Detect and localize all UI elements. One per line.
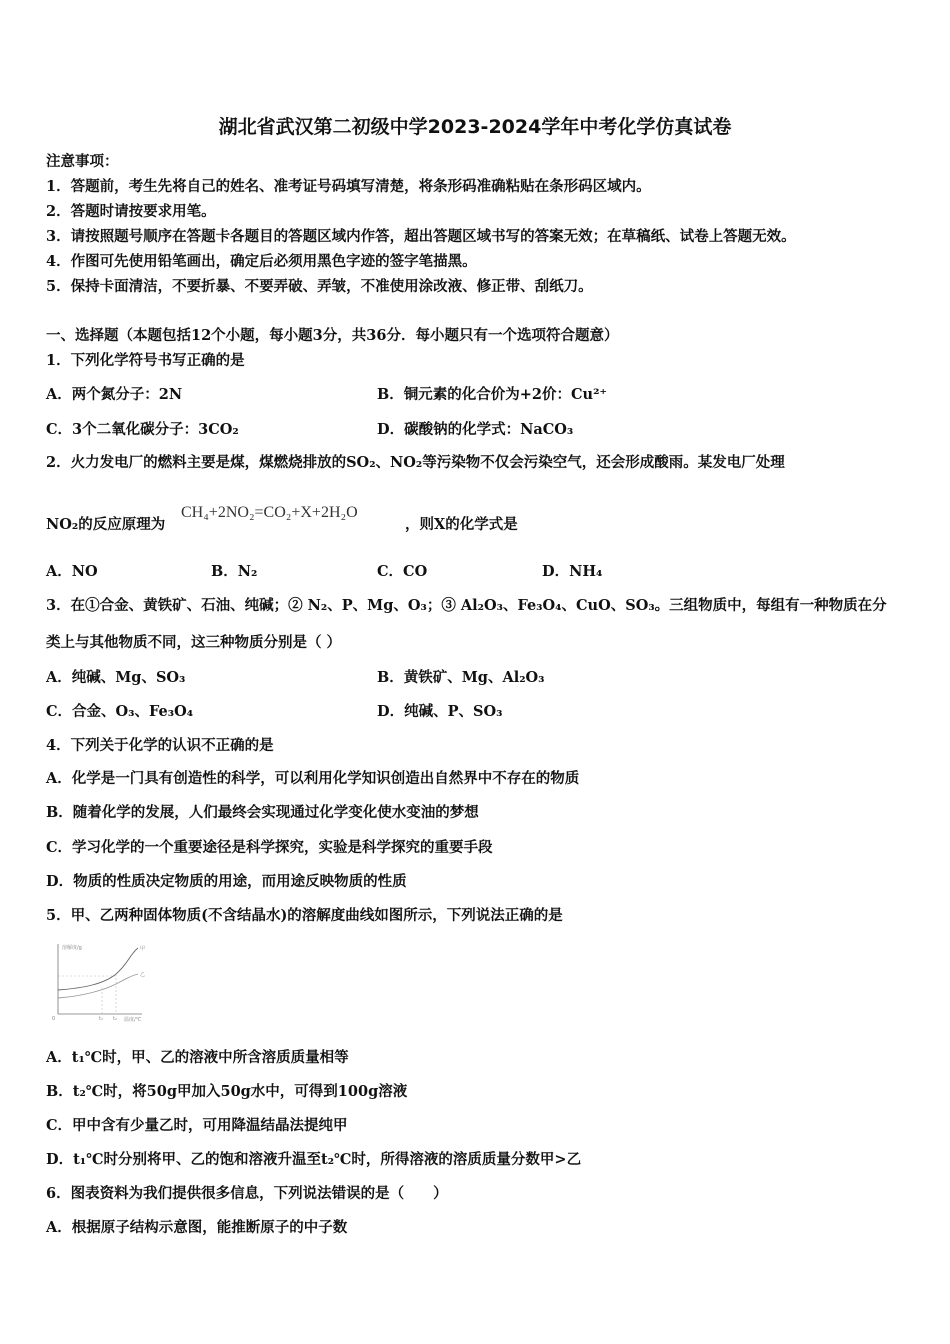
question-1-stem: 1．下列化学符号书写正确的是 — [46, 352, 245, 369]
q4-option-d: D．物质的性质决定物质的用途，而用途反映物质的性质 — [46, 873, 407, 890]
q3-option-a: A．纯碱、Mg、SO₃ — [46, 669, 186, 686]
t2-label: t₂ — [113, 1016, 117, 1022]
q5-option-a: A．t₁℃时，甲、乙的溶液中所含溶质质量相等 — [46, 1049, 349, 1066]
question-2-stem-tail: ，则X的化学式是 — [405, 516, 518, 533]
notice-heading: 注意事项： — [46, 153, 119, 170]
q1-option-a: A．两个氮分子：2N — [46, 386, 183, 403]
notice-item: 2．答题时请按要求用笔。 — [46, 203, 216, 220]
curve-jia — [58, 948, 138, 990]
q1-option-d: D．碳酸钠的化学式：NaCO₃ — [377, 421, 574, 438]
q6-option-a: A．根据原子结构示意图，能推断原子的中子数 — [46, 1219, 348, 1236]
y-axis-label: 溶解度/g — [62, 945, 82, 951]
q3-option-c: C．合金、O₃、Fe₃O₄ — [46, 703, 194, 720]
section-heading: 一、选择题（本题包括12个小题，每小题3分，共36分．每小题只有一个选项符合题意） — [46, 327, 619, 344]
q3-option-d: D．纯碱、P、SO₃ — [377, 703, 503, 720]
q1-option-c: C．3个二氧化碳分子：3CO₂ — [46, 421, 239, 438]
q5-option-d: D．t₁℃时分别将甲、乙的饱和溶液升温至t₂℃时，所得溶液的溶质质量分数甲>乙 — [46, 1151, 582, 1168]
question-2-stem-line2: NO₂的反应原理为 — [46, 516, 166, 533]
q2-option-d: D．NH₄ — [542, 563, 603, 580]
q2-option-b: B．N₂ — [211, 563, 258, 580]
question-3-stem-line2: 类上与其他物质不同，这三种物质分别是（ ） — [46, 634, 342, 651]
question-6-stem: 6．图表资料为我们提供很多信息，下列说法错误的是（ ） — [46, 1185, 448, 1202]
solubility-curve-chart — [44, 940, 146, 1022]
notice-item: 3．请按照题号顺序在答题卡各题目的答题区域内作答，超出答题区域书写的答案无效；在草稿纸、试卷上答题无效。 — [46, 228, 796, 245]
q2-option-c: C．CO — [377, 563, 428, 580]
q4-option-b: B．随着化学的发展，人们最终会实现通过化学变化使水变油的梦想 — [46, 804, 479, 821]
question-4-stem: 4．下列关于化学的认识不正确的是 — [46, 737, 274, 754]
t1-label: t₁ — [99, 1016, 103, 1022]
x-axis-label: 温度/℃ — [124, 1017, 142, 1022]
q3-option-b: B．黄铁矿、Mg、Al₂O₃ — [377, 669, 545, 686]
question-5-stem: 5．甲、乙两种固体物质(不含结晶水)的溶解度曲线如图所示，下列说法正确的是 — [46, 907, 563, 924]
q2-option-a: A．NO — [46, 563, 98, 580]
question-3-stem: 3．在①合金、黄铁矿、石油、纯碱；② N₂、P、Mg、O₃；③ Al₂O₃、Fe₃O₄、CuO、SO₃。三组物质中，每组有一种物质在分 — [46, 597, 887, 614]
notice-item: 4．作图可先使用铅笔画出，确定后必须用黑色字迹的签字笔描黑。 — [46, 253, 477, 270]
notice-item: 5．保持卡面清洁，不要折暴、不要弄破、弄皱，不准使用涂改液、修正带、刮纸刀。 — [46, 278, 593, 295]
notice-item: 1．答题前，考生先将自己的姓名、准考证号码填写清楚，将条形码准确粘贴在条形码区域内。 — [46, 178, 651, 195]
q4-option-c: C．学习化学的一个重要途径是科学探究，实验是科学探究的重要手段 — [46, 839, 493, 856]
q5-option-c: C．甲中含有少量乙时，可用降温结晶法提纯甲 — [46, 1117, 348, 1134]
page-title: 湖北省武汉第二初级中学2023-2024学年中考化学仿真试卷 — [218, 116, 732, 138]
curve-yi-label: 乙 — [140, 972, 146, 978]
reaction-equation: CH₄+2NO₂=CO₂+X+2H₂O — [181, 504, 358, 521]
origin-label: 0 — [52, 1016, 56, 1022]
curve-yi — [58, 974, 138, 998]
curve-jia-label: 甲 — [140, 946, 146, 952]
q4-option-a: A．化学是一门具有创造性的科学，可以利用化学知识创造出自然界中不存在的物质 — [46, 770, 580, 787]
q1-option-b: B．铜元素的化合价为+2价：Cu²⁺ — [377, 386, 608, 403]
question-2-stem: 2．火力发电厂的燃料主要是煤，煤燃烧排放的SO₂、NO₂等污染物不仅会污染空气，还会形成酸雨。某发电厂处理 — [46, 454, 785, 471]
q5-option-b: B．t₂℃时，将50g甲加入50g水中，可得到100g溶液 — [46, 1083, 408, 1100]
